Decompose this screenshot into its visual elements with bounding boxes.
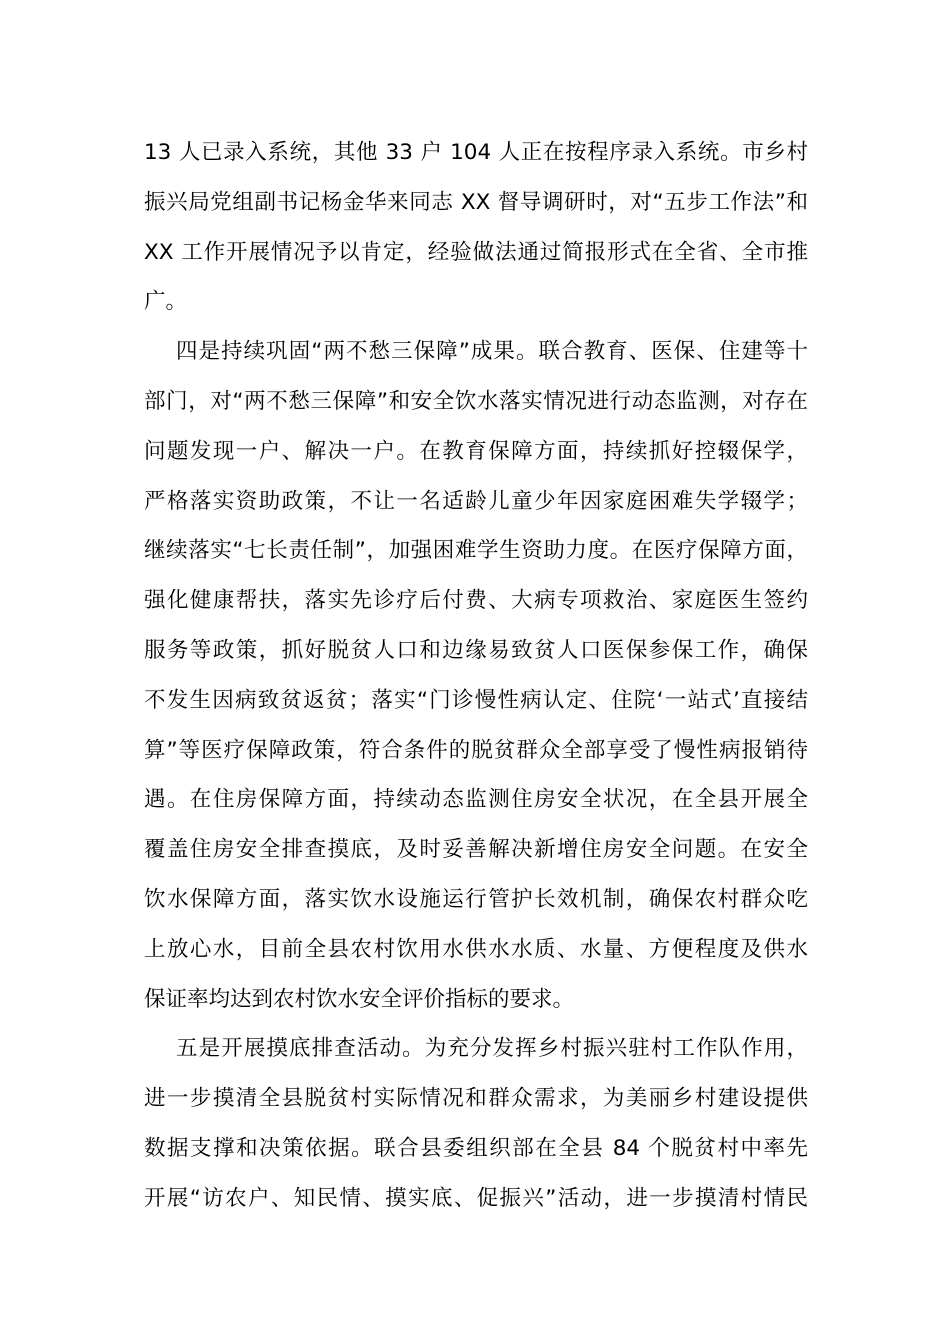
text-line: 数据支撑和决策依据。联合县委组织部在全县 84 个脱贫村中率先 [144,1135,808,1161]
text-line: 饮水保障方面，落实饮水设施运行管护长效机制，确保农村群众吃 [144,886,808,912]
text-line: 覆盖住房安全排查摸底，及时妥善解决新增住房安全问题。在安全 [144,837,808,863]
text-line: 继续落实“七长责任制”，加强困难学生资助力度。在医疗保障方面， [144,538,808,564]
text-line: 服务等政策，抓好脱贫人口和边缘易致贫人口医保参保工作，确保 [144,637,808,663]
text-line: 强化健康帮扶，落实先诊疗后付费、大病专项救治、家庭医生签约 [144,588,808,614]
text-line: 保证率均达到农村饮水安全评价指标的要求。 [144,986,575,1012]
paragraph-first-line: 五是开展摸底排查活动。为充分发挥乡村振兴驻村工作队作用， [176,1036,808,1062]
text-line: 问题发现一户、解决一户。在教育保障方面，持续抓好控辍保学， [144,438,808,464]
text-line: 严格落实资助政策，不让一名适龄儿童少年因家庭困难失学辍学； [144,488,808,514]
text-line: 广。 [144,289,188,315]
text-line: 上放心水，目前全县农村饮用水供水水质、水量、方便程度及供水 [144,936,808,962]
paragraph-first-line: 四是持续巩固“两不愁三保障”成果。联合教育、医保、住建等十 [176,339,808,365]
text-line: 部门，对“两不愁三保障”和安全饮水落实情况进行动态监测，对存在 [144,388,808,414]
text-line: 开展“访农户、知民情、摸实底、促振兴”活动，进一步摸清村情民 [144,1185,808,1211]
text-line: 13 人已录入系统，其他 33 户 104 人正在按程序录入系统。市乡村 [144,140,808,165]
document-body [144,128,808,1224]
text-line: 算”等医疗保障政策，符合条件的脱贫群众全部享受了慢性病报销待 [144,737,808,763]
text-line: 不发生因病致贫返贫；落实“门诊慢性病认定、住院‘一站式’直接结 [144,687,808,713]
text-line: 进一步摸清全县脱贫村实际情况和群众需求，为美丽乡村建设提供 [144,1086,808,1112]
text-line: 振兴局党组副书记杨金华来同志 XX 督导调研时，对“五步工作法”和 [144,189,808,215]
text-line: 遇。在住房保障方面，持续动态监测住房安全状况，在全县开展全 [144,787,808,813]
text-line: XX 工作开展情况予以肯定，经验做法通过简报形式在全省、全市推 [144,239,808,265]
